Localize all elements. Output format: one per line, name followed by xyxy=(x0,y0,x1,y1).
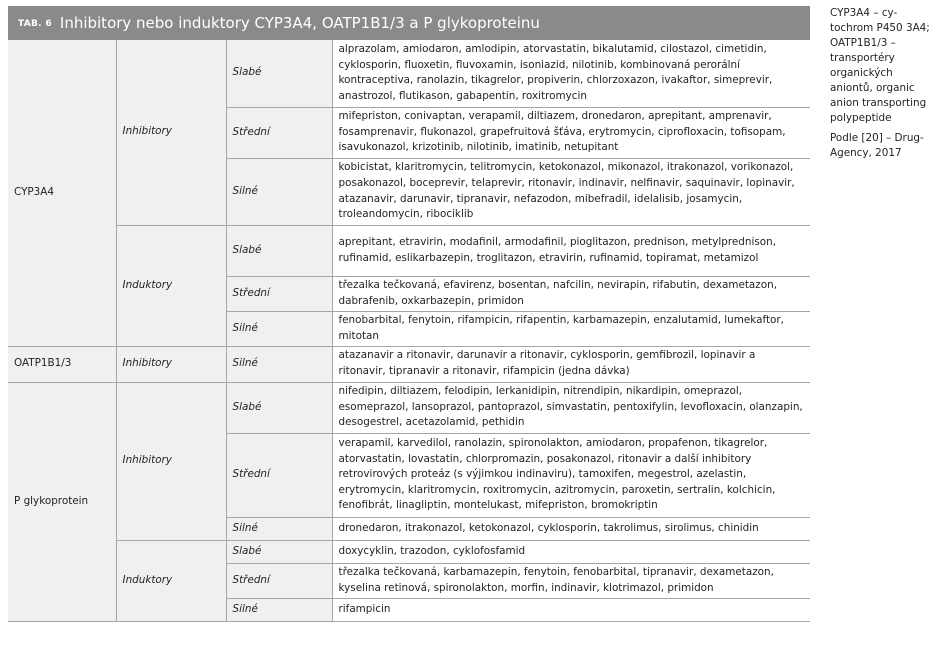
table-title: Inhibitory nebo induktory CYP3A4, OATP1B1/3 a P glykoproteinu xyxy=(59,14,540,32)
abbreviations-note: CYP3A4 – cy-tochrom P450 3A4; OATP1B1/3 – transportéry organických aniontů, organic anion transporting polypeptide xyxy=(830,7,930,124)
group-pgp-inhibitory: Inhibitory xyxy=(116,382,226,540)
drug-list: mifepriston, conivaptan, verapamil, diltiazem, dronedaron, aprepitant, amprenavir, fosamprenavir, flukonazol, grapefruitová šťáva, erytromycin, ciprofloxacin, tofisopam, isavukonazol, krizotinib, nilotinib, imatinib, netupitant xyxy=(332,107,810,158)
substrate-oatp: OATP1B1/3 xyxy=(8,346,116,382)
level-strong: Silné xyxy=(226,346,332,382)
group-oatp-inhibitory: Inhibitory xyxy=(116,346,226,382)
drug-list: atazanavir a ritonavir, darunavir a ritonavir, cyklosporin, gemfibrozil, lopinavir a ritonavir, tipranavir a ritonavir, rifampicin (jedna dávka) xyxy=(332,346,810,382)
group-pgp-induktory: Induktory xyxy=(116,540,226,621)
drug-list: verapamil, karvedilol, ranolazin, spironolakton, amiodaron, propafenon, tikagrelor, atorvastatin, lovastatin, chlorpromazin, posakonazol, ritonavir a další inhibitory retrovirových proteáz (s výjimkou indinaviru), tamoxifen, megestrol, azelastin, erytromycin, klaritromycin, roxitromycin, azitromycin, paroxetin, sertralin, kolchicin, fenofibrát, linagliptin, montelukast, mifepriston, bromokriptin xyxy=(332,433,810,517)
substrate-pgp: P glykoprotein xyxy=(8,382,116,621)
drug-list: dronedaron, itrakonazol, ketokonazol, cyklosporin, takrolimus, sirolimus, chinidin xyxy=(332,517,810,540)
drug-list: aprepitant, etravirin, modafinil, armodafinil, pioglitazon, prednison, metylprednison, rufinamid, eslikarbazepin, troglitazon, etravirin, rufinamid, topiramat, metamizol xyxy=(332,225,810,276)
group-cyp3a4-induktory: Induktory xyxy=(116,225,226,346)
table-row xyxy=(8,40,810,107)
level-moderate: Střední xyxy=(226,433,332,517)
level-weak: Slabé xyxy=(226,40,332,107)
drug-list: nifedipin, diltiazem, felodipin, lerkanidipin, nitrendipin, nikardipin, omeprazol, esomeprazol, lansoprazol, pantoprazol, simvastatin, pentoxifylin, levofloxacin, olanzapin, desogestrel, acetazolamid, pethidin xyxy=(332,382,810,433)
level-moderate: Střední xyxy=(226,276,332,311)
drug-list: doxycyklin, trazodon, cyklofosfamid xyxy=(332,540,810,563)
substrate-cyp3a4: CYP3A4 xyxy=(8,40,116,346)
drug-list: fenobarbital, fenytoin, rifampicin, rifapentin, karbamazepin, enzalutamid, lumekaftor, mitotan xyxy=(332,311,810,346)
drug-interaction-table xyxy=(8,6,810,622)
table-row xyxy=(8,225,810,276)
drug-list: třezalka tečkovaná, karbamazepin, fenytoin, fenobarbital, tipranavir, dexametazon, kyselina retinová, spironolakton, morfin, indinavir, klotrimazol, primidon xyxy=(332,563,810,598)
table-row xyxy=(8,382,810,433)
level-weak: Slabé xyxy=(226,225,332,276)
side-note xyxy=(830,6,934,166)
level-moderate: Střední xyxy=(226,563,332,598)
drug-list: třezalka tečkovaná, efavirenz, bosentan, nafcilin, nevirapin, rifabutin, dexametazon, dabrafenib, oxkarbazepin, primidon xyxy=(332,276,810,311)
level-weak: Slabé xyxy=(226,382,332,433)
table-row xyxy=(8,346,810,382)
level-moderate: Střední xyxy=(226,107,332,158)
drug-list: rifampicin xyxy=(332,598,810,621)
table-number: TAB. 6 xyxy=(18,19,52,29)
level-strong: Silné xyxy=(226,598,332,621)
level-strong: Silné xyxy=(226,311,332,346)
group-cyp3a4-inhibitory: Inhibitory xyxy=(116,40,226,225)
drug-list: kobicistat, klaritromycin, telitromycin, ketokonazol, mikonazol, itrakonazol, vorikonazol, posakonazol, boceprevir, telaprevir, ritonavir, indinavir, nelfinavir, saquinavir, lopinavir, atazanavir, darunavir, tipranavir, nefazodon, mibefradil, idelalisib, josamycin, troleandomycin, ribociklib xyxy=(332,158,810,225)
level-weak: Slabé xyxy=(226,540,332,563)
table-row xyxy=(8,540,810,563)
drug-list: alprazolam, amiodaron, amlodipin, atorvastatin, bikalutamid, cilostazol, cimetidin, cyklosporin, fluoxetin, fluvoxamin, isoniazid, nilotinib, kombinovaná perorální kontraceptiva, ranolazin, tikagrelor, propiverin, chlorzoxazon, ivakaftor, simeprevir, anastrozol, flutikason, gabapentin, roxitromycin xyxy=(332,40,810,107)
level-strong: Silné xyxy=(226,158,332,225)
source-note: Podle [20] – Drug-Agency, 2017 xyxy=(830,132,924,159)
table-title-bar xyxy=(8,6,810,40)
data-table xyxy=(8,40,810,622)
level-strong: Silné xyxy=(226,517,332,540)
